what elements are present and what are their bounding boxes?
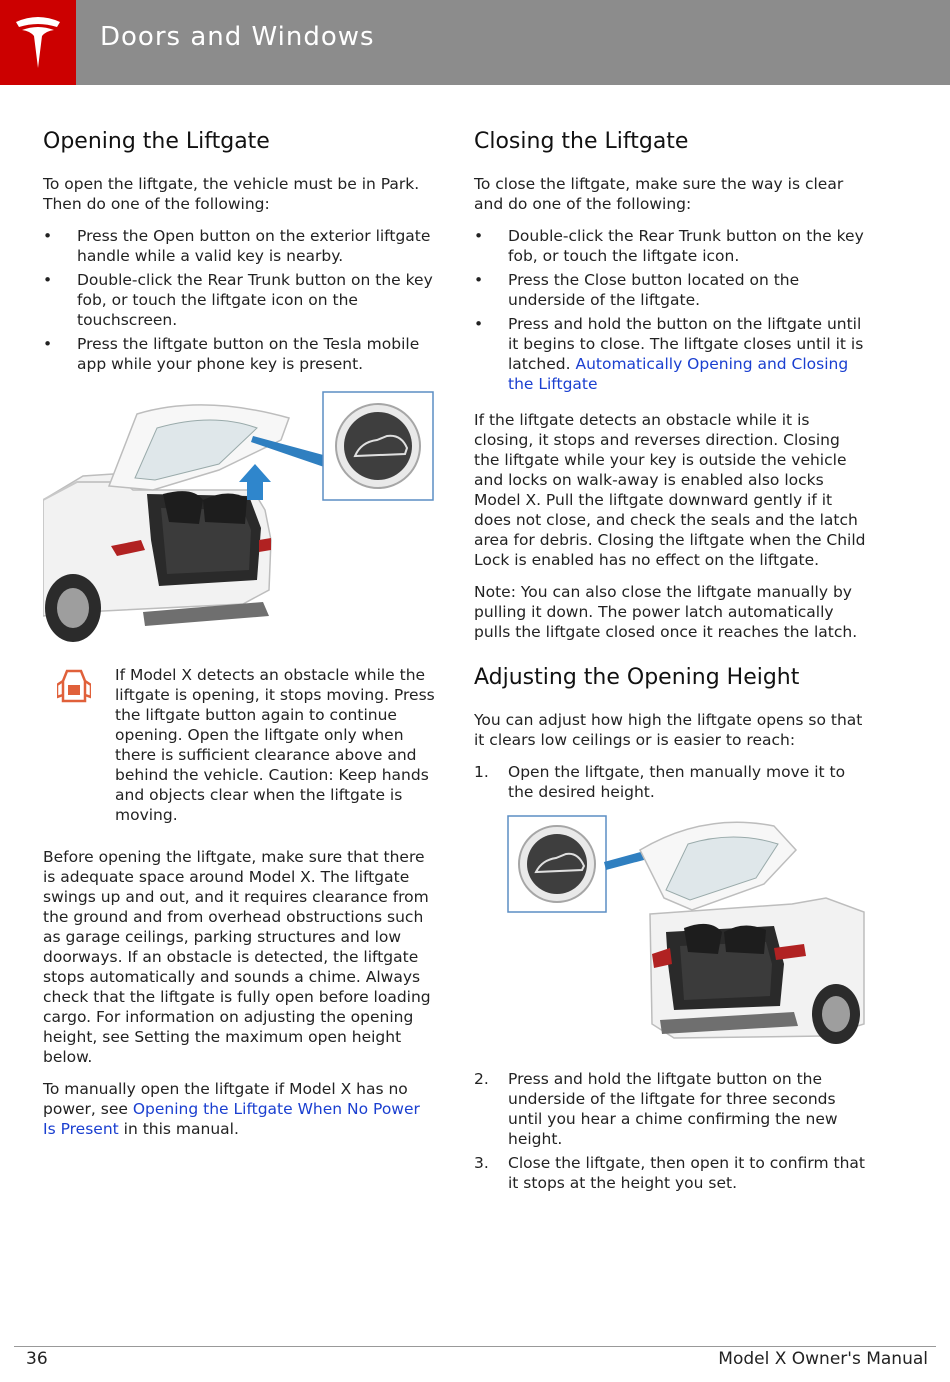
cross-reference-link[interactable]: Opening the Liftgate When No Power Is Present xyxy=(43,1100,420,1138)
cross-reference-link[interactable]: Automatically Opening and Closing the Liftgate xyxy=(508,355,849,393)
adjust-steps-continued xyxy=(474,1069,866,1193)
intro-opening: To open the liftgate, the vehicle must be in Park. Then do one of the following: xyxy=(43,175,420,213)
step-text: Press and hold the liftgate button on the underside of the liftgate for three seconds until you hear a chime confirming the new height. xyxy=(508,1070,838,1148)
step-number: 2. xyxy=(474,1070,489,1088)
tesla-logo-icon xyxy=(12,14,64,70)
step-text: Close the liftgate, then open it to confirm that it stops at the height you set. xyxy=(508,1154,865,1192)
closing-bullet-list xyxy=(474,226,866,394)
intro-closing: To close the liftgate, make sure the way is clear and do one of the following: xyxy=(474,175,844,213)
paragraph: If the liftgate detects an obstacle while it is closing, it stops and reverses direction. Closing the liftgate while your key is outside the vehicle and locks on walk-away is enabled also locks Model X. Pull the liftgate downward gently if it does not close, and check the seals and the latch area for debris. Closing the liftgate when the Child Lock is enabled has no effect on the liftgate. xyxy=(474,411,866,569)
liftgate-height-illustration xyxy=(474,814,866,1055)
caution-note xyxy=(43,665,435,825)
footer-divider xyxy=(14,1346,936,1347)
step-number: 1. xyxy=(474,763,489,781)
list-item: • Double-click the Rear Trunk button on the key fob, or touch the liftgate icon. xyxy=(474,226,866,266)
step-number: 3. xyxy=(474,1154,489,1172)
heading-opening: Opening the Liftgate xyxy=(43,129,270,154)
note-text: If Model X detects an obstacle while the liftgate is opening, it stops moving. Press the liftgate button again to continue opening. Open the liftgate only when there is sufficient clearance above and behind the vehicle. Caution: Keep hands and objects clear when the liftgate is moving. xyxy=(115,666,435,824)
left-column xyxy=(43,128,435,1151)
page-header xyxy=(0,0,950,85)
heading-closing: Closing the Liftgate xyxy=(474,129,689,154)
tesla-logo xyxy=(0,0,76,85)
opening-bullet-list xyxy=(43,226,435,374)
list-item: • Double-click the Rear Trunk button on the key fob, or touch the liftgate icon on the touchscreen. xyxy=(43,270,435,330)
adjust-steps xyxy=(474,762,866,802)
step-item xyxy=(474,1153,866,1193)
note-paragraph: Note: You can also close the liftgate manually by pulling it down. The power latch automatically pulls the liftgate closed once it reaches the latch. xyxy=(474,583,858,641)
list-item: • Press the Open button on the exterior liftgate handle while a valid key is nearby. xyxy=(43,226,435,266)
list-item-text: Press and hold the button on the liftgate until it begins to close. The liftgate closes until it is latched. xyxy=(508,315,864,373)
right-column xyxy=(474,128,866,1205)
list-item xyxy=(474,314,866,394)
footer-manual-title: Model X Owner's Manual xyxy=(718,1349,928,1369)
section-title: Doors and Windows xyxy=(100,22,375,52)
step-item xyxy=(474,1069,866,1149)
list-item: • Press the Close button located on the underside of the liftgate. xyxy=(474,270,866,310)
heading-adjusting-height: Adjusting the Opening Height xyxy=(474,665,800,690)
paragraph-text: To manually open the liftgate if Model X has no power, see xyxy=(43,1080,408,1118)
intro-adjusting: You can adjust how high the liftgate opens so that it clears low ceilings or is easier to reach: xyxy=(474,711,863,749)
paragraph: Before opening the liftgate, make sure that there is adequate space around Model X. The liftgate swings up and out, and it requires clearance from the ground and from overhead obstructions such as garage ceilings, parking structures and low doorways. If an obstacle is detected, the liftgate stops automatically and sounds a chime. Always check that the liftgate is fully open before loading cargo. For information on adjusting the opening height, see Setting the maximum open height below. xyxy=(43,848,431,1066)
step-item xyxy=(474,762,866,802)
paragraph-text: in this manual. xyxy=(118,1120,239,1138)
vehicle-door-open-icon xyxy=(57,667,91,707)
step-text: Open the liftgate, then manually move it to the desired height. xyxy=(508,763,846,801)
paragraph xyxy=(43,1079,435,1139)
page-number: 36 xyxy=(26,1349,48,1369)
list-item: • Press the liftgate button on the Tesla mobile app while your phone key is present. xyxy=(43,334,435,374)
liftgate-open-illustration xyxy=(43,390,435,651)
